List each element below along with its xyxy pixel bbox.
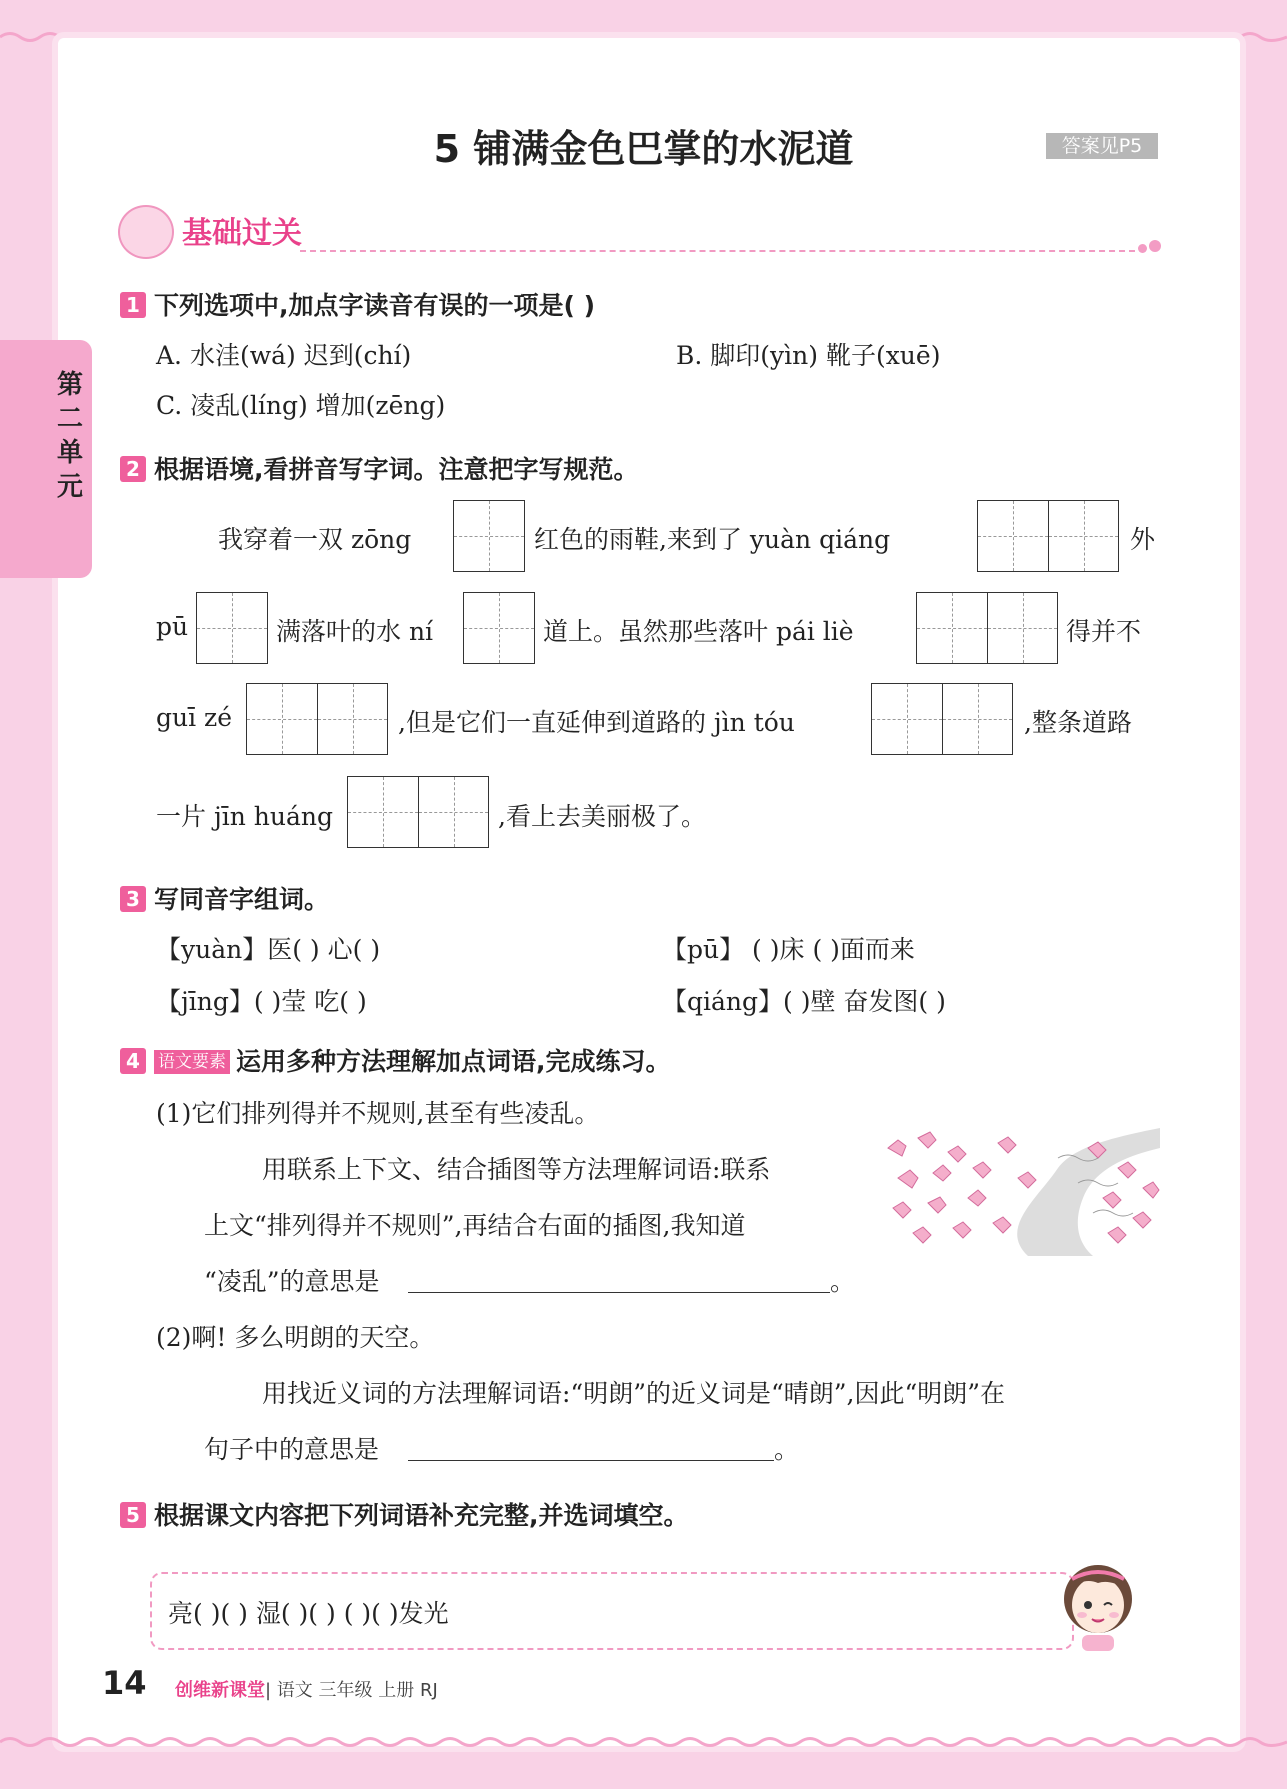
answer-blank[interactable]	[408, 1440, 774, 1461]
homophone-row[interactable]: 【jīng】( )莹 吃( )	[156, 987, 367, 1016]
sentence-text: 得并不	[1066, 617, 1142, 646]
homophone-row[interactable]: 【pū】 ( )床 ( )面而来	[662, 935, 915, 964]
sentence-text: ,整条道路	[1024, 708, 1132, 737]
question-stem: 根据课文内容把下列词语补充完整,并选词填空。	[154, 1501, 689, 1530]
homophone-row[interactable]: 【yuàn】医( ) 心( )	[156, 935, 381, 964]
homophone-row[interactable]: 【qiáng】( )壁 奋发图( )	[662, 987, 946, 1016]
instruction-text: 用找近义词的方法理解词语:“明朗”的近义词是“晴朗”,因此“明朗”在	[262, 1379, 1006, 1408]
question-number: 1	[120, 292, 146, 318]
sentence-text: 道上。虽然那些落叶 pái liè	[543, 617, 854, 646]
sentence-text: ,但是它们一直延伸到道路的 jìn tóu	[398, 708, 795, 737]
question-number: 3	[120, 886, 146, 912]
answer-blank[interactable]	[408, 1272, 830, 1293]
sub-question-1: (1)它们排列得并不规则,甚至有些凌乱。	[156, 1099, 600, 1128]
option-a[interactable]: A. 水洼(wá) 迟到(chí)	[156, 341, 412, 370]
section-divider	[300, 250, 1135, 252]
punctuation: 。	[830, 1267, 856, 1296]
writing-grid[interactable]	[977, 500, 1119, 572]
writing-grid[interactable]	[871, 683, 1013, 755]
question-4	[120, 1042, 671, 1078]
question-stem: 根据语境,看拼音写字词。注意把字写规范。	[154, 455, 639, 484]
instruction-text: “凌乱”的意思是	[204, 1267, 380, 1296]
instruction-text: 句子中的意思是	[204, 1435, 380, 1464]
girl-reading-icon	[118, 205, 174, 259]
unit-label: 第二单元	[56, 370, 83, 502]
sub-question-2: (2)啊! 多么明朗的天空。	[156, 1323, 435, 1352]
cartoon-girl-icon	[1050, 1555, 1146, 1651]
lesson-title: 5 铺满金色巴掌的水泥道	[433, 127, 854, 171]
brand-name: 创维新课堂	[175, 1680, 265, 1701]
sentence-text: 我穿着一双 zōng	[218, 525, 412, 554]
instruction-text: 上文“排列得并不规则”,再结合右面的插图,我知道	[204, 1211, 746, 1240]
sentence-text: guī zé	[156, 703, 233, 732]
sentence-text: 满落叶的水 ní	[276, 617, 434, 646]
instruction-text: 用联系上下文、结合插图等方法理解词语:联系	[262, 1155, 771, 1184]
writing-grid[interactable]	[453, 500, 525, 572]
question-number: 2	[120, 456, 146, 482]
divider-dot	[1138, 244, 1147, 253]
sentence-text: 红色的雨鞋,来到了 yuàn qiáng	[534, 525, 891, 554]
unit-side-tab	[0, 340, 92, 578]
writing-grid[interactable]	[246, 683, 388, 755]
writing-grid[interactable]	[347, 776, 489, 848]
answer-reference-tag: 答案见P5	[1046, 133, 1158, 159]
writing-grid[interactable]	[463, 592, 535, 664]
writing-grid[interactable]	[196, 592, 268, 664]
book-info: | 语文 三年级 上册 RJ	[265, 1680, 438, 1701]
sentence-text: 外	[1130, 525, 1156, 554]
sentence-text: ,看上去美丽极了。	[498, 802, 706, 831]
question-5	[120, 1496, 689, 1532]
option-c[interactable]: C. 凌乱(líng) 增加(zēng)	[156, 391, 446, 420]
writing-grid[interactable]	[916, 592, 1058, 664]
option-b[interactable]: B. 脚印(yìn) 靴子(xuē)	[676, 341, 941, 370]
question-2	[120, 450, 639, 486]
question-stem: 下列选项中,加点字读音有误的一项是( )	[154, 291, 596, 320]
language-element-tag: 语文要素	[154, 1050, 230, 1074]
question-3	[120, 880, 329, 916]
question-1	[120, 286, 595, 322]
punctuation: 。	[774, 1435, 800, 1464]
sentence-text: pū	[156, 612, 189, 641]
fallen-leaves-illustration	[878, 1128, 1160, 1256]
question-stem: 运用多种方法理解加点词语,完成练习。	[236, 1047, 671, 1076]
question-number: 5	[120, 1502, 146, 1528]
page-number: 14	[102, 1664, 147, 1702]
sentence-text: 一片 jīn huáng	[156, 802, 333, 831]
divider-dot	[1149, 240, 1161, 252]
question-number: 4	[120, 1048, 146, 1074]
section-title: 基础过关	[182, 216, 302, 251]
question-stem: 写同音字组词。	[154, 885, 330, 914]
word-completion-row[interactable]: 亮( )( ) 湿( )( ) ( )( )发光	[168, 1599, 449, 1628]
bottom-wave-border	[0, 1735, 1287, 1749]
footer-info	[175, 1676, 438, 1702]
